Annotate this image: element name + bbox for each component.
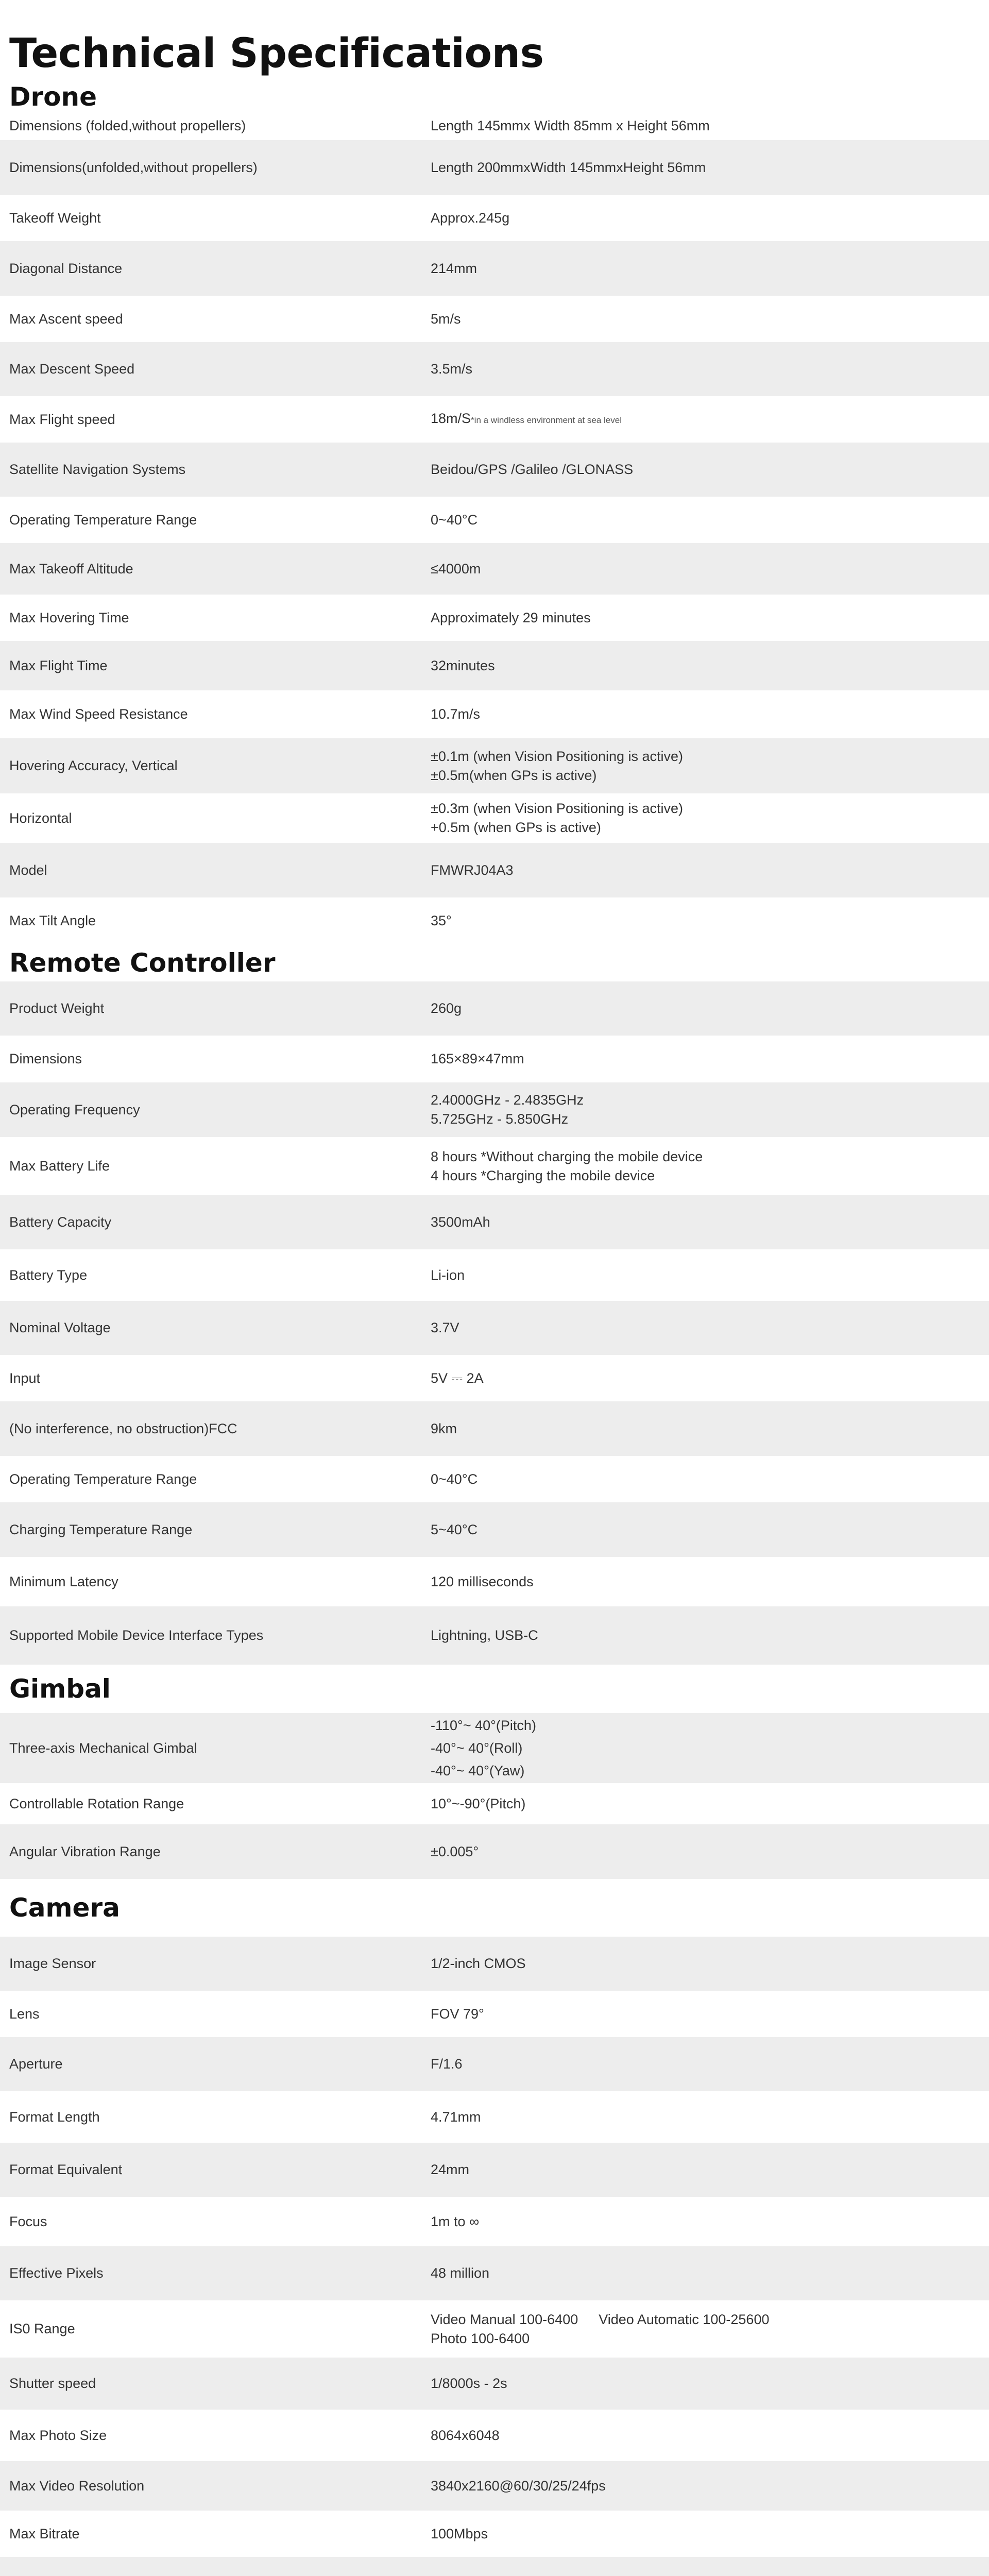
spec-row <box>0 2300 989 2358</box>
spec-row <box>0 1195 989 1249</box>
spec-value-text: 18m/S <box>431 411 471 426</box>
spec-row <box>0 2197 989 2246</box>
spec-label: Model <box>9 862 47 878</box>
spec-row <box>0 1991 989 2037</box>
spec-value: 3.7V <box>431 1320 459 1335</box>
spec-value-line: -110°~ 40°(Pitch) <box>431 1718 536 1733</box>
spec-row <box>0 241 989 296</box>
spec-label: Effective Pixels <box>9 2265 104 2281</box>
spec-value: 165×89×47mm <box>431 1051 524 1066</box>
spec-value: 8064x6048 <box>431 2427 500 2443</box>
spec-label: (No interference, no obstruction)FCC <box>9 1420 237 1436</box>
spec-label: Max Bitrate <box>9 2526 80 2541</box>
spec-value: 24mm <box>431 2162 470 2177</box>
spec-row <box>0 1301 989 1355</box>
spec-value <box>431 2310 989 2348</box>
spec-value: 100Mbps <box>431 2526 488 2541</box>
spec-label: Operating Frequency <box>9 1101 140 1117</box>
spec-value-part: Video Manual 100-6400 <box>431 2311 578 2327</box>
page-title: Technical Specifications <box>9 30 544 77</box>
spec-row <box>0 1502 989 1557</box>
spec-value-line: -40°~ 40°(Roll) <box>431 1740 523 1756</box>
spec-footnote: *in a windless environment at sea level <box>471 415 622 425</box>
spec-value-line: 5.725GHz - 5.850GHz <box>431 1111 569 1127</box>
spec-row <box>0 1606 989 1665</box>
spec-row <box>0 1456 989 1502</box>
section-title-remote-controller: Remote Controller <box>9 948 276 978</box>
spec-label: Supported Mobile Device Interface Types <box>9 1628 264 1643</box>
spec-value: ±0.005° <box>431 1843 479 1859</box>
spec-value <box>431 1147 989 1185</box>
spec-label: Input <box>9 1370 41 1386</box>
spec-row <box>0 981 989 1036</box>
spec-label: Max Takeoff Altitude <box>9 561 133 577</box>
spec-label: Dimensions(unfolded,without propellers) <box>9 159 258 175</box>
spec-label: Satellite Navigation Systems <box>9 462 186 477</box>
spec-row <box>0 2511 989 2557</box>
spec-row <box>0 2461 989 2511</box>
spec-row <box>0 1355 989 1401</box>
spec-value: 214mm <box>431 260 478 276</box>
spec-value-line: 4 hours *Charging the mobile device <box>431 1167 655 1183</box>
spec-label: Max Descent Speed <box>9 361 135 377</box>
spec-value: 5~40°C <box>431 1521 478 1537</box>
spec-value: 3840x2160@60/30/25/24fps <box>431 2478 606 2494</box>
spec-row <box>0 1937 989 1991</box>
spec-value-line: 8 hours *Without charging the mobile device <box>431 1148 703 1164</box>
spec-value: 10.7m/s <box>431 706 481 722</box>
spec-value-line: +0.5m (when GPs is active) <box>431 820 601 835</box>
spec-label: Battery Capacity <box>9 1214 112 1230</box>
spec-row <box>0 2358 989 2410</box>
camera-spec-table <box>0 1937 989 2576</box>
spec-value: Li-ion <box>431 1267 465 1283</box>
spec-label: Battery Type <box>9 1267 88 1283</box>
spec-row <box>0 843 989 897</box>
spec-value: 5m/s <box>431 311 461 327</box>
spec-row <box>0 140 989 195</box>
spec-row <box>0 2143 989 2197</box>
spec-value: 120 milliseconds <box>431 1573 534 1589</box>
spec-value-line: ±0.3m (when Vision Positioning is active) <box>431 801 684 816</box>
spec-label: Max Wind Speed Resistance <box>9 706 188 722</box>
spec-value: 0~40°C <box>431 1471 478 1487</box>
spec-label: Nominal Voltage <box>9 1320 111 1335</box>
spec-value: 35° <box>431 913 452 928</box>
spec-row <box>0 897 989 944</box>
spec-value: 5V ⎓ 2A <box>431 1370 484 1386</box>
spec-value: 1m to ∞ <box>431 2213 480 2229</box>
remote-controller-section <box>0 944 989 1665</box>
spec-label: Max Flight speed <box>9 411 115 427</box>
spec-row <box>0 2246 989 2300</box>
spec-label: Format Length <box>9 2109 100 2125</box>
spec-row <box>0 1082 989 1137</box>
spec-label: Max Ascent speed <box>9 311 123 327</box>
spec-value: Approx.245g <box>431 210 510 226</box>
spec-row <box>0 1557 989 1606</box>
spec-value-line: Photo 100-6400 <box>431 2330 530 2346</box>
spec-value <box>431 799 989 837</box>
spec-row <box>0 2037 989 2091</box>
spec-value-line: 2.4000GHz - 2.4835GHz <box>431 1092 584 1108</box>
spec-row <box>0 738 989 793</box>
section-title-camera: Camera <box>9 1893 120 1923</box>
gimbal-section <box>0 1665 989 1879</box>
camera-section <box>0 1879 989 2576</box>
spec-value: 3.5m/s <box>431 361 473 377</box>
spec-label: Shutter speed <box>9 2376 96 2391</box>
spec-row <box>0 1824 989 1879</box>
spec-label: Format Equivalent <box>9 2162 123 2177</box>
spec-label: Charging Temperature Range <box>9 1521 193 1537</box>
spec-label: Dimensions <box>9 1051 82 1066</box>
spec-value: Lightning, USB-C <box>431 1628 538 1643</box>
spec-value: 1/2-inch CMOS <box>431 1956 526 1971</box>
spec-row <box>0 443 989 497</box>
spec-label: Controllable Rotation Range <box>9 1795 184 1811</box>
spec-label: Max Hovering Time <box>9 609 129 625</box>
remote-spec-table <box>0 981 989 1665</box>
spec-value: 3500mAh <box>431 1214 490 1230</box>
spec-value-line: ±0.5m(when GPs is active) <box>431 767 597 783</box>
gimbal-spec-table <box>0 1713 989 1879</box>
spec-label: Hovering Accuracy, Vertical <box>9 758 178 773</box>
spec-label: Product Weight <box>9 1001 105 1016</box>
spec-label: Focus <box>9 2213 47 2229</box>
spec-value <box>431 409 989 430</box>
spec-label: Dimensions (folded,without propellers) <box>9 118 246 133</box>
spec-row <box>0 1783 989 1824</box>
section-title-drone: Drone <box>9 82 97 112</box>
spec-value: Length 200mmxWidth 145mmxHeight 56mm <box>431 159 706 175</box>
spec-value: Beidou/GPS /Galileo /GLONASS <box>431 462 634 477</box>
spec-row <box>0 396 989 443</box>
spec-row <box>0 342 989 396</box>
spec-label: Diagonal Distance <box>9 260 123 276</box>
spec-label: Lens <box>9 2006 40 2022</box>
spec-row <box>0 543 989 595</box>
spec-value: 48 million <box>431 2265 490 2281</box>
spec-label: Minimum Latency <box>9 1573 118 1589</box>
spec-value: 9km <box>431 1420 457 1436</box>
spec-row <box>0 1401 989 1456</box>
spec-row <box>0 296 989 342</box>
spec-row <box>0 690 989 738</box>
spec-value: 260g <box>431 1001 462 1016</box>
spec-value <box>431 1091 989 1129</box>
spec-row <box>0 641 989 690</box>
spec-label: IS0 Range <box>9 2321 75 2336</box>
spec-value: 0~40°C <box>431 512 478 528</box>
spec-value <box>431 1714 989 1782</box>
spec-value: ≤4000m <box>431 561 481 577</box>
spec-label: Aperture <box>9 2056 63 2072</box>
spec-label: Takeoff Weight <box>9 210 101 226</box>
spec-row <box>0 1137 989 1195</box>
spec-label: Max Video Resolution <box>9 2478 145 2494</box>
spec-label: Max Tilt Angle <box>9 913 96 928</box>
spec-row <box>0 195 989 241</box>
spec-value: FMWRJ04A3 <box>431 862 514 878</box>
spec-value: 1/8000s - 2s <box>431 2376 507 2391</box>
spec-value: Approximately 29 minutes <box>431 609 591 625</box>
spec-value <box>431 747 989 785</box>
spec-row <box>0 1249 989 1301</box>
spec-row <box>0 497 989 543</box>
spec-value-line <box>431 2310 979 2329</box>
spec-value: 32minutes <box>431 657 495 673</box>
spec-label: Angular Vibration Range <box>9 1843 161 1859</box>
spec-value: F/1.6 <box>431 2056 463 2072</box>
spec-label: Max Photo Size <box>9 2427 107 2443</box>
spec-value-line: ±0.1m (when Vision Positioning is active) <box>431 748 684 764</box>
spec-label: Horizontal <box>9 810 72 826</box>
spec-value-part: Video Automatic 100-25600 <box>599 2311 770 2327</box>
drone-section <box>0 82 989 944</box>
spec-value-line: -40°~ 40°(Yaw) <box>431 1763 525 1778</box>
spec-row <box>0 595 989 641</box>
spec-row <box>0 2557 989 2576</box>
spec-value: Length 145mmx Width 85mm x Height 56mm <box>431 118 710 133</box>
section-title-gimbal: Gimbal <box>9 1674 111 1704</box>
spec-row <box>0 793 989 843</box>
spec-row <box>0 2091 989 2143</box>
spec-value: FOV 79° <box>431 2006 484 2022</box>
spec-value: 4.71mm <box>431 2109 481 2125</box>
spec-row <box>0 112 989 140</box>
spec-value: 10°~-90°(Pitch) <box>431 1795 526 1811</box>
spec-label: Max Battery Life <box>9 1158 110 1174</box>
spec-label: Image Sensor <box>9 1956 96 1971</box>
drone-spec-table <box>0 112 989 944</box>
spec-row <box>0 2410 989 2461</box>
spec-label: Three-axis Mechanical Gimbal <box>9 1740 197 1756</box>
spec-row <box>0 1713 989 1783</box>
spec-label: Operating Temperature Range <box>9 1471 197 1487</box>
spec-row <box>0 1036 989 1082</box>
spec-label: Operating Temperature Range <box>9 512 197 528</box>
spec-label: Max Flight Time <box>9 657 108 673</box>
